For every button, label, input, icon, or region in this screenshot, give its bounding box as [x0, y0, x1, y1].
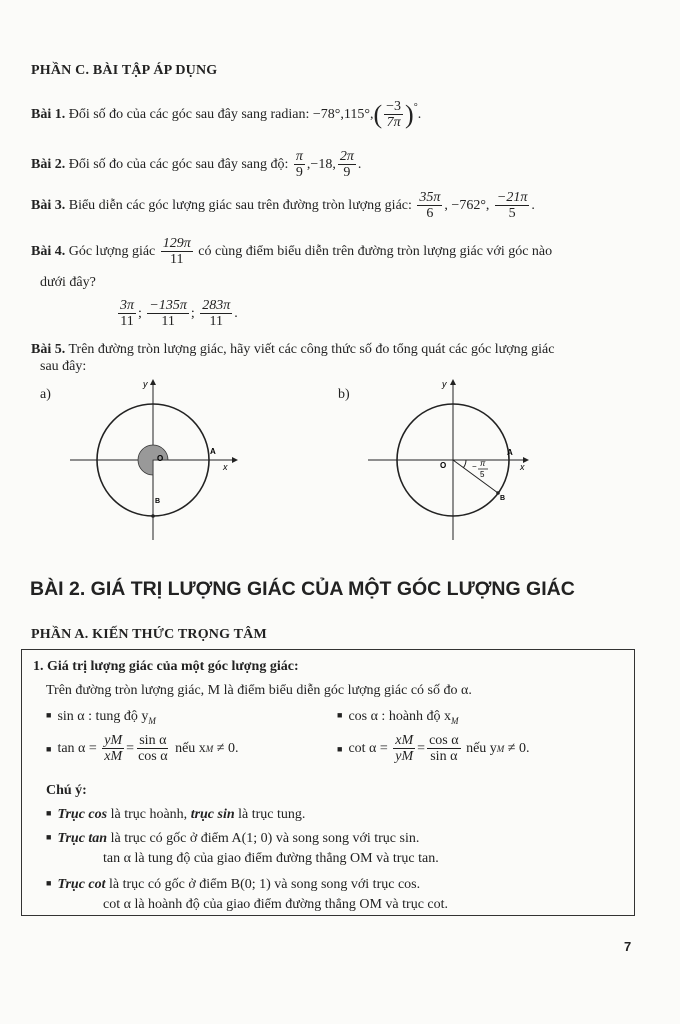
exercise-3-frac1-den: 6	[426, 206, 434, 221]
figure-b	[360, 375, 540, 545]
exercise-4-frac-den: 11	[170, 252, 184, 267]
note-3-cot-axis: Trục cot	[57, 877, 106, 892]
cot-lhs: cot α =	[348, 740, 388, 756]
lesson-title: BÀI 2. GIÁ TRỊ LƯỢNG GIÁC CỦA MỘT GÓC LƯỢNG GIÁC	[30, 578, 575, 600]
figure-a-origin-label: O	[157, 454, 164, 463]
figure-b-angle-num: π	[480, 459, 486, 468]
figure-b-angle-arc	[464, 460, 467, 468]
figure-a-label: a)	[40, 387, 51, 402]
tan-frac2-den: cos α	[138, 749, 168, 764]
figure-a	[60, 375, 240, 545]
exercise-4-opt3-den: 11	[209, 314, 224, 329]
figure-b-angle-den: 5	[480, 470, 485, 479]
note-2-text: là trục có gốc ở điểm A(1; 0) và song song với trục sin.	[110, 831, 420, 846]
note-1-sin-axis: trục sin	[190, 807, 235, 822]
exercise-4-opt1-den: 11	[120, 314, 134, 329]
exercise-2: Bài 2. Đổi số đo của các góc sau đây sang độ: $\frac{\pi}{9}$ ,−18, $\frac{2\pi}{9}$ .	[31, 149, 362, 180]
figure-b-x-label: x	[520, 462, 525, 472]
tan-frac1-num: yM	[104, 733, 123, 748]
note-1-cos-axis: Trục cos	[57, 807, 108, 822]
cot-definition: ■ cot α = $\frac{xM}{yM}$ = $\frac{\text{cos α}}{\text{sin α}}$ nếu y M ≠ 0.	[337, 733, 530, 764]
exercise-4	[31, 236, 552, 267]
note-2-tan-axis: Trục tan	[57, 831, 108, 846]
exercise-2-middle: ,−18,	[306, 156, 336, 172]
note-3-text: là trục có gốc ở điểm B(0; 1) và song song với trục cos.	[109, 877, 421, 892]
exercise-2-frac2-num: 2π	[339, 149, 354, 164]
exercise-2-text: Đổi số đo của các góc sau đây sang độ:	[68, 156, 289, 172]
note-3-sub: cot α là hoành độ của giao điểm đường thẳng OM và trục cot.	[103, 897, 449, 912]
exercise-3-frac2-den: 5	[508, 206, 516, 221]
box-heading: 1. Giá trị lượng giác của một góc lượng giác:	[33, 659, 299, 674]
exercise-3-text: Biểu diễn các góc lượng giác sau trên đường tròn lượng giác:	[68, 197, 412, 213]
note-2: ■ Trục tan là trục có gốc ở điểm A(1; 0) và song song với trục sin.	[46, 831, 420, 846]
box-intro: Trên đường tròn lượng giác, M là điểm biểu diễn góc lượng giác có số đo α.	[46, 683, 472, 698]
exercise-4-opt2-num: −135π	[149, 298, 187, 313]
exercise-3-middle: , −762°,	[444, 197, 490, 213]
note-1: ■ Trục cos là trục hoành, trục sin là trục tung.	[46, 807, 306, 822]
exercise-3-frac1-num: 35π	[419, 190, 441, 205]
figure-a-point-b	[151, 514, 155, 518]
cos-definition: ■ cos α : hoành độ $x_M$	[337, 709, 459, 726]
exercise-4-frac-num: 129π	[162, 236, 191, 251]
figure-a-y-label: y	[143, 379, 148, 389]
exercise-3: Bài 3. Biểu diễn các góc lượng giác sau trên đường tròn lượng giác: $\frac{35\pi}{6}$ , −762°, $\frac{-21\pi}{5}$ .	[31, 190, 535, 221]
figure-b-point-b-label: B	[500, 495, 506, 502]
figure-b-y-label: y	[442, 379, 447, 389]
exercise-4-opt2-den: 11	[161, 314, 175, 329]
tan-lhs: tan α =	[57, 740, 97, 756]
figure-a-angle-arc	[138, 445, 168, 475]
exercise-3-frac2-num: −21π	[496, 190, 528, 205]
figure-a-x-label: x	[223, 462, 228, 472]
exercise-4-options: $\frac{3\pi}{11}$ ; $\frac{-135\pi}{11}$ ; $\frac{283\pi}{11}$ .	[120, 298, 238, 329]
exercise-4-line2: dưới đây?	[40, 275, 96, 290]
note-title: Chú ý:	[46, 783, 87, 798]
cot-frac1-num: xM	[395, 733, 414, 748]
exercise-1-values: −78°,115°,	[312, 106, 374, 122]
cot-frac1-den: yM	[395, 749, 414, 764]
figure-a-point-a-label: A	[210, 447, 216, 456]
figure-b-label: b)	[338, 387, 350, 402]
sin-definition: ■ sin α : tung độ $y_M$	[46, 709, 156, 726]
note-3: ■ Trục cot là trục có gốc ở điểm B(0; 1) và song song với trục cos.	[46, 877, 421, 892]
exercise-4-label: Bài 4.	[31, 243, 66, 259]
exercise-3-label: Bài 3.	[31, 197, 66, 213]
sin-definition-text: sin α : tung độ y	[57, 709, 149, 724]
section-c-title: PHẦN C. BÀI TẬP ÁP DỤNG	[31, 63, 218, 78]
tan-condition: nếu x	[175, 740, 206, 756]
cot-condition: nếu y	[466, 740, 497, 756]
part-a-title: PHẦN A. KIẾN THỨC TRỌNG TÂM	[31, 627, 267, 642]
note-1-end: là trục tung.	[238, 807, 306, 822]
note-1-mid: là trục hoành,	[110, 807, 188, 822]
exercise-1: Bài 1. Đổi số đo của các góc sau đây sang radian: −78°,115°, ( $\frac{-3}{7\pi}$ ) ° .	[31, 99, 422, 130]
cos-definition-text: cos α : hoành độ x	[348, 709, 452, 724]
exercise-4-text-after: có cùng điểm biểu diễn trên đường tròn lượng giác với góc nào	[198, 243, 553, 259]
exercise-1-frac-num: −3	[386, 99, 402, 114]
figure-b-origin-label: O	[440, 461, 447, 470]
tan-definition: ■ tan α = $\frac{yM}{xM}$ = $\frac{\text{sin α}}{\text{cos α}}$ nếu x M ≠ 0.	[46, 733, 239, 764]
exercise-1-degree: °	[413, 102, 418, 113]
note-2-sub: tan α là tung độ của giao điểm đường thẳng OM và trục tan.	[103, 851, 439, 866]
page-number: 7	[624, 939, 632, 954]
exercise-1-frac-den: 7π	[386, 115, 401, 130]
exercise-2-label: Bài 2.	[31, 156, 66, 172]
exercise-4-opt1-num: 3π	[120, 298, 135, 313]
figure-a-point-b-label: B	[155, 498, 161, 505]
figure-b-point-a-label: A	[507, 448, 513, 457]
exercise-1-label: Bài 1.	[31, 106, 66, 122]
exercise-2-frac1-den: 9	[295, 165, 303, 180]
tan-frac2-num: sin α	[139, 733, 167, 748]
exercise-2-frac2-den: 9	[343, 165, 351, 180]
cot-frac2-den: sin α	[430, 749, 458, 764]
exercise-5-line2: sau đây:	[40, 359, 87, 374]
exercise-5-label: Bài 5.	[31, 342, 66, 357]
exercise-2-frac1-num: π	[295, 149, 303, 164]
figure-b-angle-sign: −	[472, 462, 477, 471]
exercise-5-line1: Trên đường tròn lượng giác, hãy viết các công thức số đo tổng quát các góc lượng giác	[68, 342, 555, 357]
exercise-4-text-before: Góc lượng giác	[68, 243, 156, 259]
exercise-1-text: Đổi số đo của các góc sau đây sang radian:	[68, 106, 310, 122]
exercise-5	[31, 341, 554, 359]
tan-frac1-den: xM	[104, 749, 123, 764]
exercise-4-opt3-num: 283π	[202, 298, 231, 313]
cot-frac2-num: cos α	[429, 733, 459, 748]
